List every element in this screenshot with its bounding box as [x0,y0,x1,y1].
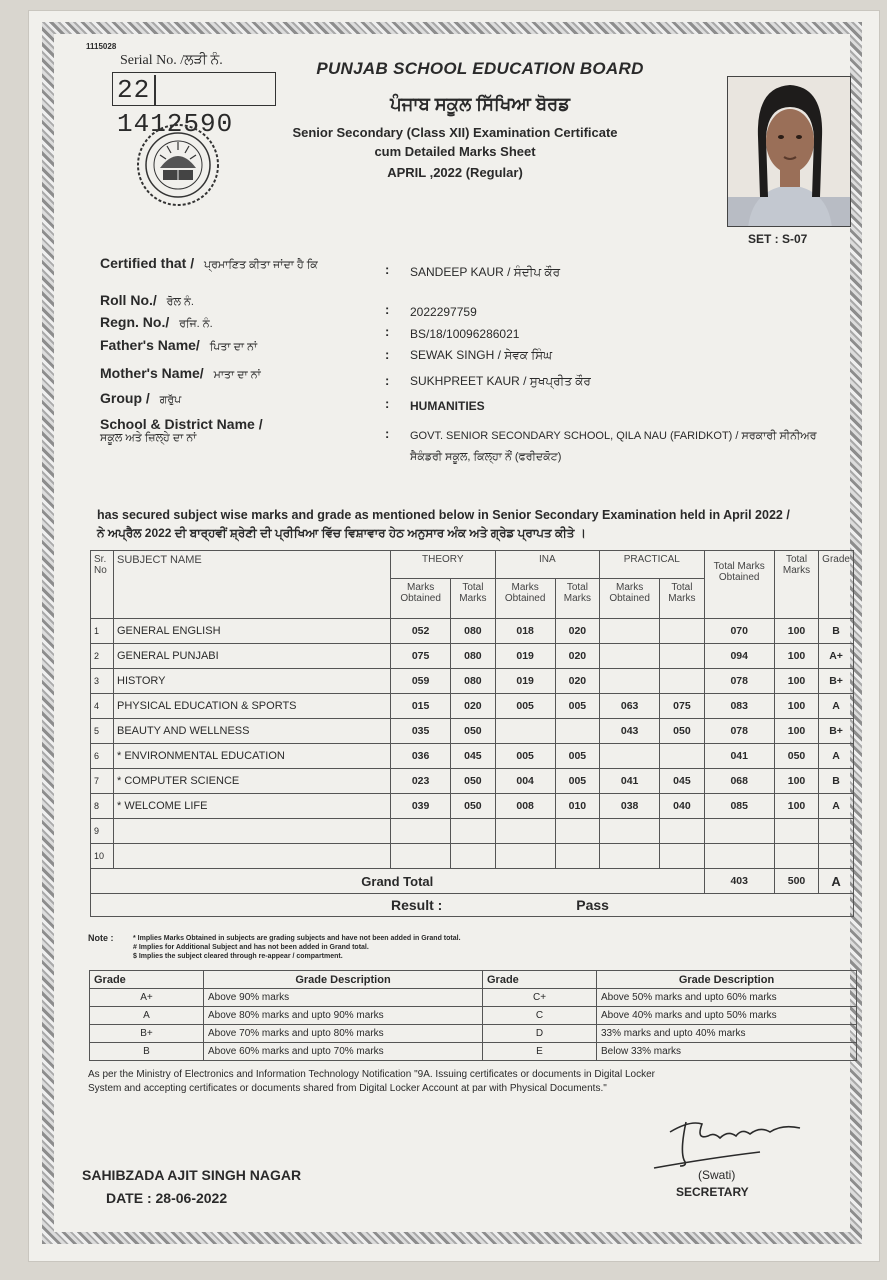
ina-obtained-cell: 008 [495,794,555,819]
subject-name-cell: * ENVIRONMENTAL EDUCATION [114,744,391,769]
total-obtained-cell: 083 [704,694,774,719]
practical-total-cell [660,619,704,644]
result-label: Result : [391,897,443,913]
practical-total-header: Total Marks [660,579,704,619]
grade-header: Grade [819,551,854,619]
serial-prefix: 22 [117,75,151,105]
roll-label-en: Roll No./ [100,292,157,308]
ina-obtained-cell [495,719,555,744]
ina-obtained-cell: 005 [495,744,555,769]
statement-punjabi: ਨੇ ਅਪ੍ਰੈਲ 2022 ਦੀ ਬਾਰ੍ਹਵੀਂ ਸ਼੍ਰੇਣੀ ਦੀ ਪ੍ਰੀਖਿਆ ਵਿੱਚ ਵਿਸ਼ਾਵਾਰ ਹੇਠ ਅਨੁਸਾਰ ਅੰਕ ਅਤੇ ਗ੍ਰੇਡ ਪ੍ਰਾਪਤ ਕੀਤੇ । [97,526,586,540]
colon: : [385,347,390,362]
practical-obtained-cell [600,744,660,769]
grade-code-cell: A [90,1007,204,1025]
grade-description-cell: Above 90% marks [204,989,483,1007]
grand-total-obtained: 403 [704,869,774,894]
school-label [100,416,263,445]
total-obtained-header: Total Marks Obtained [704,551,774,619]
total-obtained-cell: 070 [704,619,774,644]
grade-row [90,989,857,1007]
colon: : [385,324,390,339]
regn-label-pa: ਰਜਿ. ਨੰ. [179,318,213,330]
table-row [91,844,854,869]
ina-total-cell: 010 [555,794,599,819]
ina-total-cell [555,844,599,869]
table-row [91,669,854,694]
board-emblem-icon [133,122,223,208]
theory-total-cell: 080 [451,669,495,694]
student-photo [727,76,851,227]
practical-obtained-cell [600,844,660,869]
grade-description-cell: Below 33% marks [597,1043,857,1061]
statement-english: has secured subject wise marks and grade as mentioned below in Senior Secondary Examination held in April 2022 / [97,508,790,522]
ina-obtained-cell: 019 [495,669,555,694]
sr-cell: 8 [91,794,114,819]
ina-total-cell: 020 [555,669,599,694]
total-marks-cell: 100 [774,694,818,719]
ina-obtained-cell: 004 [495,769,555,794]
practical-obtained-cell: 041 [600,769,660,794]
ina-obtained-cell: 018 [495,619,555,644]
ina-obtained-cell [495,844,555,869]
theory-total-cell [451,844,495,869]
practical-total-cell [660,669,704,694]
note-2: # Implies for Additional Subject and has not been added in Grand total. [133,944,369,951]
theory-header: THEORY [391,551,496,579]
grade-row [90,1007,857,1025]
practical-header: PRACTICAL [600,551,705,579]
sr-cell: 1 [91,619,114,644]
grade-description-cell: Above 70% marks and upto 80% marks [204,1025,483,1043]
total-obtained-cell [704,819,774,844]
board-title: PUNJAB SCHOOL EDUCATION BOARD [316,59,644,78]
theory-obtained-cell: 075 [391,644,451,669]
subject-rows [91,619,854,869]
theory-total-cell: 080 [451,619,495,644]
school-label-en: School & District Name / [100,416,263,432]
subject-name-cell [114,819,391,844]
table-row [91,719,854,744]
subject-name-cell: PHYSICAL EDUCATION & SPORTS [114,694,391,719]
issue-date: DATE : 28-06-2022 [106,1190,228,1206]
student-name: SANDEEP KAUR / ਸੰਦੀਪ ਕੌਰ [410,265,561,279]
grade-code-cell: B+ [90,1025,204,1043]
father-label-pa: ਪਿਤਾ ਦਾ ਨਾਂ [209,341,258,353]
theory-total-cell: 050 [451,719,495,744]
grade-cell: B+ [819,719,854,744]
practical-total-cell [660,819,704,844]
roll-label-pa: ਰੋਲ ਨੰ. [166,296,194,308]
practical-obtained-cell: 038 [600,794,660,819]
table-row [91,644,854,669]
practical-obtained-cell: 063 [600,694,660,719]
total-obtained-cell: 094 [704,644,774,669]
ina-total-cell: 020 [555,644,599,669]
practical-total-cell: 075 [660,694,704,719]
grade-table [89,970,857,1061]
grade-code-cell: E [483,1043,597,1061]
total-obtained-cell: 085 [704,794,774,819]
grade-row [90,1043,857,1061]
total-marks-cell: 050 [774,744,818,769]
father-label-en: Father's Name/ [100,337,200,353]
grade-cell: B [819,769,854,794]
theory-total-cell: 050 [451,769,495,794]
theory-total-cell: 045 [451,744,495,769]
regn-label [100,314,213,331]
ina-obtained-cell: 019 [495,644,555,669]
total-obtained-cell: 068 [704,769,774,794]
group-label [100,390,181,407]
grade-row [90,1025,857,1043]
theory-obtained-cell [391,819,451,844]
grade-col-2: Grade [483,971,597,989]
total-marks-cell: 100 [774,619,818,644]
mother-label-pa: ਮਾਤਾ ਦਾ ਨਾਂ [213,369,261,381]
sr-cell: 6 [91,744,114,769]
sr-cell: 4 [91,694,114,719]
subject-name-cell: * COMPUTER SCIENCE [114,769,391,794]
table-row [91,619,854,644]
colon: : [385,262,390,277]
exam-session: APRIL ,2022 (Regular) [387,165,523,180]
grade-description-cell: Above 50% marks and upto 60% marks [597,989,857,1007]
table-row [91,819,854,844]
subject-name-cell: HISTORY [114,669,391,694]
theory-total-cell: 080 [451,644,495,669]
certificate-subtitle: cum Detailed Marks Sheet [374,144,536,159]
digilocker-notification [88,1068,788,1096]
grade-cell: A [819,694,854,719]
total-obtained-cell: 041 [704,744,774,769]
certified-label [100,255,318,272]
table-row [91,694,854,719]
practical-total-cell: 050 [660,719,704,744]
sr-header: Sr. No [91,551,114,619]
practical-obtained-cell [600,644,660,669]
secretary-signature-icon [650,1110,820,1170]
note-3: $ Implies the subject cleared through re-appear / compartment. [133,953,343,960]
colon: : [385,373,390,388]
registration-number: BS/18/10096286021 [410,327,520,341]
total-marks-cell: 100 [774,794,818,819]
ina-header: INA [495,551,600,579]
school-name: GOVT. SENIOR SECONDARY SCHOOL, QILA NAU (FARIDKOT) / ਸਰਕਾਰੀ ਸੀਨੀਅਰ [410,430,817,442]
grand-total-row [91,869,854,894]
theory-obtained-cell: 015 [391,694,451,719]
notification-line-1: As per the Ministry of Electronics and Information Technology Notification "9A. Issuing certificates or documents in Digital Locker [88,1069,655,1080]
sr-cell: 2 [91,644,114,669]
grand-total-grade: A [819,869,854,894]
signatory-name: (Swati) [698,1168,736,1182]
grade-table-header [90,971,857,989]
total-marks-cell: 100 [774,769,818,794]
theory-obtained-cell: 035 [391,719,451,744]
result-row [91,894,854,917]
student-photo-image [728,77,851,227]
grade-col-1: Grade [90,971,204,989]
practical-total-cell [660,644,704,669]
total-marks-cell [774,844,818,869]
total-obtained-cell: 078 [704,669,774,694]
theory-total-cell: 020 [451,694,495,719]
grade-code-cell: B [90,1043,204,1061]
notification-line-2: System and accepting certificates or documents shared from Digital Locker Account at par with Physical Documents." [88,1083,607,1094]
practical-obtained-cell [600,819,660,844]
grade-rows [90,989,857,1061]
board-title-punjabi: ਪੰਜਾਬ ਸਕੂਲ ਸਿੱਖਿਆ ਬੋਰਡ [390,94,570,114]
sr-cell: 5 [91,719,114,744]
total-marks-cell: 100 [774,719,818,744]
subject-name-cell: * WELCOME LIFE [114,794,391,819]
total-marks-cell: 100 [774,644,818,669]
regn-label-en: Regn. No./ [100,314,170,330]
group-label-en: Group / [100,390,150,406]
practical-obtained-cell [600,669,660,694]
theory-obtained-cell: 059 [391,669,451,694]
grade-desc-col-2: Grade Description [597,971,857,989]
mother-label-en: Mother's Name/ [100,365,204,381]
subject-name-cell: BEAUTY AND WELLNESS [114,719,391,744]
practical-obtained-header: Marks Obtained [600,579,660,619]
mother-label [100,365,261,382]
grade-description-cell: 33% marks and upto 40% marks [597,1025,857,1043]
table-row [91,769,854,794]
practical-total-cell [660,844,704,869]
grade-code-cell: C [483,1007,597,1025]
serial-code: 1115028 [86,42,117,51]
ina-obtained-cell: 005 [495,694,555,719]
grade-description-cell: Above 60% marks and upto 70% marks [204,1043,483,1061]
grade-cell: A [819,744,854,769]
subject-name-cell: GENERAL ENGLISH [114,619,391,644]
theory-obtained-cell: 039 [391,794,451,819]
grade-code-cell: C+ [483,989,597,1007]
ina-total-cell: 005 [555,744,599,769]
subject-name-cell [114,844,391,869]
grade-desc-col-1: Grade Description [204,971,483,989]
subject-header: SUBJECT NAME [114,551,391,619]
sr-cell: 10 [91,844,114,869]
grade-cell [819,844,854,869]
practical-total-cell: 040 [660,794,704,819]
certificate-title: Senior Secondary (Class XII) Examination Certificate [292,125,618,140]
ina-total-cell: 020 [555,619,599,644]
practical-total-cell [660,744,704,769]
ina-total-cell [555,819,599,844]
grade-description-cell: Above 40% marks and upto 50% marks [597,1007,857,1025]
theory-obtained-cell [391,844,451,869]
total-marks-header: Total Marks [774,551,818,619]
father-label [100,337,257,354]
ina-total-cell [555,719,599,744]
father-name: SEWAK SINGH / ਸੇਵਕ ਸਿੰਘ [410,348,553,362]
practical-total-cell: 045 [660,769,704,794]
serial-number: 1412590 [117,109,234,139]
mother-name: SUKHPREET KAUR / ਸੁਖਪ੍ਰੀਤ ਕੌਰ [410,374,591,388]
grade-cell: B+ [819,669,854,694]
grand-total-label: Grand Total [91,869,705,894]
grand-total-max: 500 [774,869,818,894]
ina-total-header: Total Marks [555,579,599,619]
total-obtained-cell: 078 [704,719,774,744]
result-value: Pass [576,897,609,913]
table-row [91,794,854,819]
total-marks-cell [774,819,818,844]
theory-total-cell [451,819,495,844]
signatory-title: SECRETARY [676,1185,749,1199]
serial-number-box [112,72,276,139]
set-code: SET : S-07 [748,232,808,246]
roll-label [100,292,194,309]
grade-code-cell: D [483,1025,597,1043]
marks-table [90,550,854,917]
theory-obtained-cell: 023 [391,769,451,794]
group-label-pa: ਗਰੁੱਪ [159,394,182,406]
total-obtained-cell [704,844,774,869]
school-label-pa: ਸਕੂਲ ਅਤੇ ਜ਼ਿਲ੍ਹੇ ਦਾ ਨਾਂ [100,432,197,444]
grade-cell: A [819,794,854,819]
marks-header-row [91,551,854,579]
ina-obtained-header: Marks Obtained [495,579,555,619]
group-value: HUMANITIES [410,399,485,413]
place: SAHIBZADA AJIT SINGH NAGAR [82,1167,302,1183]
sr-cell: 9 [91,819,114,844]
result-cell [91,894,854,917]
theory-total-cell: 050 [451,794,495,819]
ina-obtained-cell [495,819,555,844]
grade-cell: A+ [819,644,854,669]
theory-obtained-header: Marks Obtained [391,579,451,619]
theory-total-header: Total Marks [451,579,495,619]
theory-obtained-cell: 036 [391,744,451,769]
practical-obtained-cell [600,619,660,644]
grade-cell: B [819,619,854,644]
note-label: Note : [88,933,114,943]
colon: : [385,396,390,411]
roll-number: 2022297759 [410,305,477,319]
colon: : [385,302,390,317]
sr-cell: 7 [91,769,114,794]
notes-section [88,933,461,961]
theory-obtained-cell: 052 [391,619,451,644]
certified-label-pa: ਪ੍ਰਮਾਣਿਤ ਕੀਤਾ ਜਾਂਦਾ ਹੈ ਕਿ [204,259,318,271]
grade-description-cell: Above 80% marks and upto 90% marks [204,1007,483,1025]
certified-label-en: Certified that / [100,255,195,271]
note-1: * Implies Marks Obtained in subjects are grading subjects and have not been added in Grand total. [133,935,461,942]
sr-cell: 3 [91,669,114,694]
ina-total-cell: 005 [555,694,599,719]
serial-label: Serial No. /ਲੜੀ ਨੰ. [120,53,223,68]
colon: : [385,426,390,441]
practical-obtained-cell: 043 [600,719,660,744]
table-row [91,744,854,769]
total-marks-cell: 100 [774,669,818,694]
grade-code-cell: A+ [90,989,204,1007]
serial-divider [154,75,156,105]
ina-total-cell: 005 [555,769,599,794]
subject-name-cell: GENERAL PUNJABI [114,644,391,669]
grade-cell [819,819,854,844]
school-name-line2: ਸੈਕੰਡਰੀ ਸਕੂਲ, ਕਿਲ੍ਹਾ ਨੌਂ (ਫਰੀਦਕੋਟ) [410,451,562,463]
